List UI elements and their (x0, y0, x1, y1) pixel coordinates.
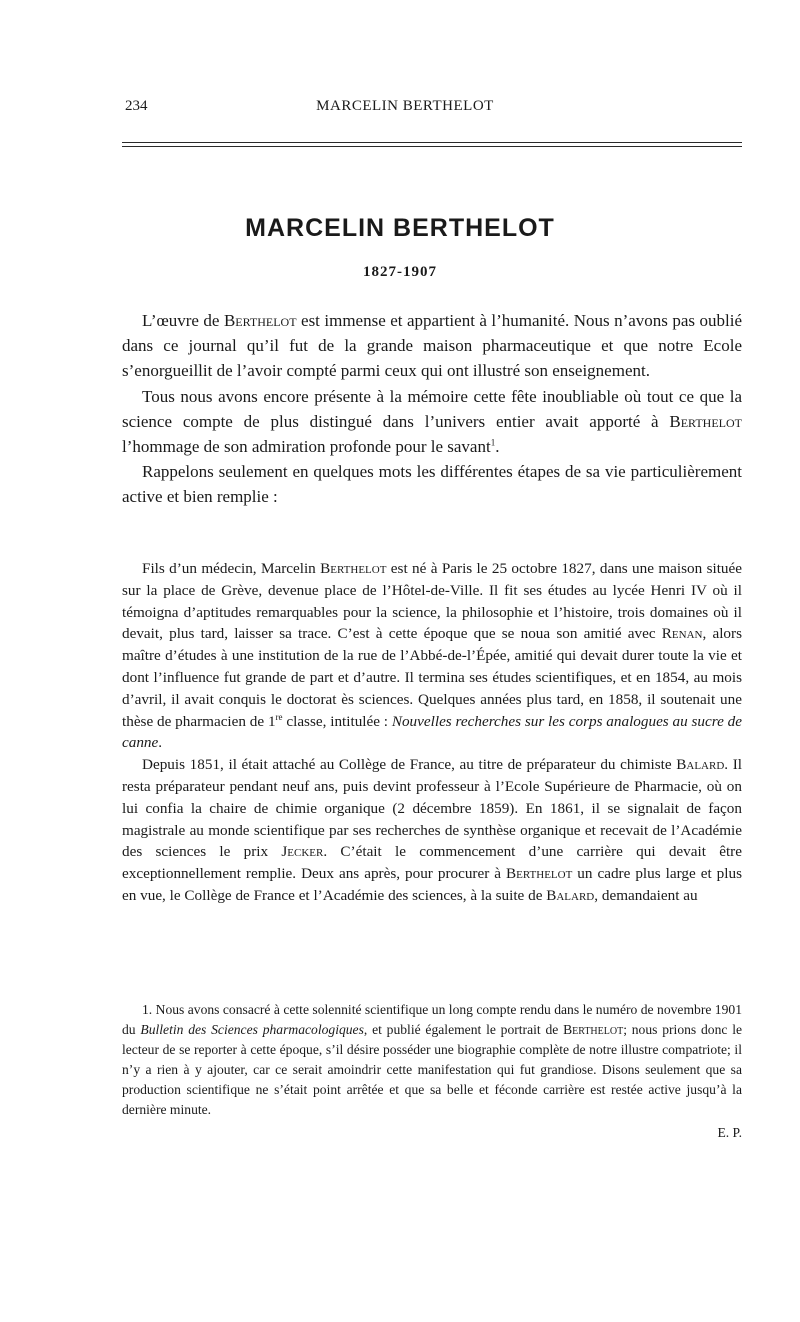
person-name: Berthelot (223, 311, 297, 330)
running-head (125, 98, 685, 118)
bio-paragraph-2: Depuis 1851, il était attaché au Collège de France, au titre de préparateur du chimiste Balard. Il resta préparateur pendant neuf ans, puis devint professeur à l’Ecole Supérieure de Pharmacie, où on lui confia la chaire de chimie organique (2 décembre 1859). En 1861, il se signalait de façon magistrale au monde scientifique par ses recherches de synthèse organique et recevait de l’Académie des sciences le prix Jecker. C’était le commencement d’une carrière qui devait être exceptionnellement remplie. Deux ans après, pour procurer à Berthelot un cadre plus large et plus en vue, le Collège de France et l’Académie des sciences, à la suite de Balard, demandaient au (122, 756, 742, 904)
person-name: Jecker (281, 843, 324, 861)
biography-text (122, 558, 742, 907)
intro-paragraph-3: Rappelons seulement en quelques mots les différentes étapes de sa vie particulièrement active et bien remplie : (122, 462, 742, 507)
thesis-title: Nouvelles recherches sur les corps analogues au sucre de canne (122, 712, 742, 752)
journal-title: Bulletin des Sciences pharmacologiques (140, 1022, 364, 1038)
person-name: Renan (661, 625, 703, 643)
running-title: MARCELIN BERTHELOT (316, 98, 494, 114)
person-name: Balard (546, 886, 595, 904)
page-number: 234 (125, 98, 148, 114)
person-name: Berthelot (669, 411, 742, 431)
intro-paragraph-2: Tous nous avons encore présente à la mémoire cette fête inoubliable où tout ce que la science compte de plus distingué dans l’univers entier avait apporté à Berthelot l’hommage de son admiration profonde pour le savant$^1$. (122, 386, 742, 457)
footnote-text: 1. Nous avons consacré à cette solennité scientifique un long compte rendu dans le numéro de novembre 1901 du Bulletin des Sciences pharmacologiques, et publié également le portrait de Berthelot; nous prions donc le lecteur de se reporter à cette époque, s’il désire posséder une biographie complète de notre illustre compatriote; il n’y a rien à y ajouter, car ce serait amoindrir cette manifestation qui fut grandiose. Disons seulement que sa production scientifique ne s’était point arrêtée et que sa belle et féconde carrière est restée active jusqu’à la dernière minute. (122, 1002, 743, 1118)
bio-paragraph-1: Fils d’un médecin, Marcelin Berthelot est né à Paris le 25 octobre 1827, dans une maison située sur la place de Grève, devenue place de l’Hôtel-de-Ville. Il fit ses études au lycée Henri IV où il témoigna d’aptitudes remarquables pour la science, la philosophie et l’histoire, trois domaines où il devait, plus tard, laisser sa trace. C’est à cette époque que se noua son amitié avec Renan, alors maître d’études à une institution de la rue de l’Abbé-de-l’Épée, amitié qui devait durer toute la vie et dont l’influence fut grande de part et d’autre. Il termina ses études scientifiques, et en 1854, au mois d’avril, il avait conquis le doctorat ès sciences. Quelques années plus tard, en 1858, il soutenait une thèse de pharmacien de 1re classe, intitulée : Nouvelles recherches sur les corps analogues au sucre de canne. (122, 560, 742, 752)
footnote-ref: 1 (490, 437, 496, 448)
intro-paragraph-1: L’œuvre de Berthelot est immense et appartient à l’humanité. Nous n’avons pas oublié dans ce journal qu’il fut de la grande maison pharmaceutique et que notre Ecole s’enorgueillit de l’avoir compté parmi ceux qui ont illustré son enseignement. (122, 311, 743, 381)
intro-text (122, 308, 742, 510)
footnote-signature: E. P. (717, 1124, 742, 1140)
person-name: Berthelot (506, 865, 573, 883)
article-dates: 1827-1907 (363, 264, 437, 280)
person-name: Balard (676, 756, 725, 774)
article-title: MARCELIN BERTHELOT (245, 214, 555, 242)
header-rule-bottom (122, 146, 742, 147)
footnote (122, 1000, 742, 1143)
person-name: Berthelot (320, 560, 387, 577)
person-name: Berthelot (563, 1022, 624, 1038)
header-rule-top (122, 142, 742, 143)
